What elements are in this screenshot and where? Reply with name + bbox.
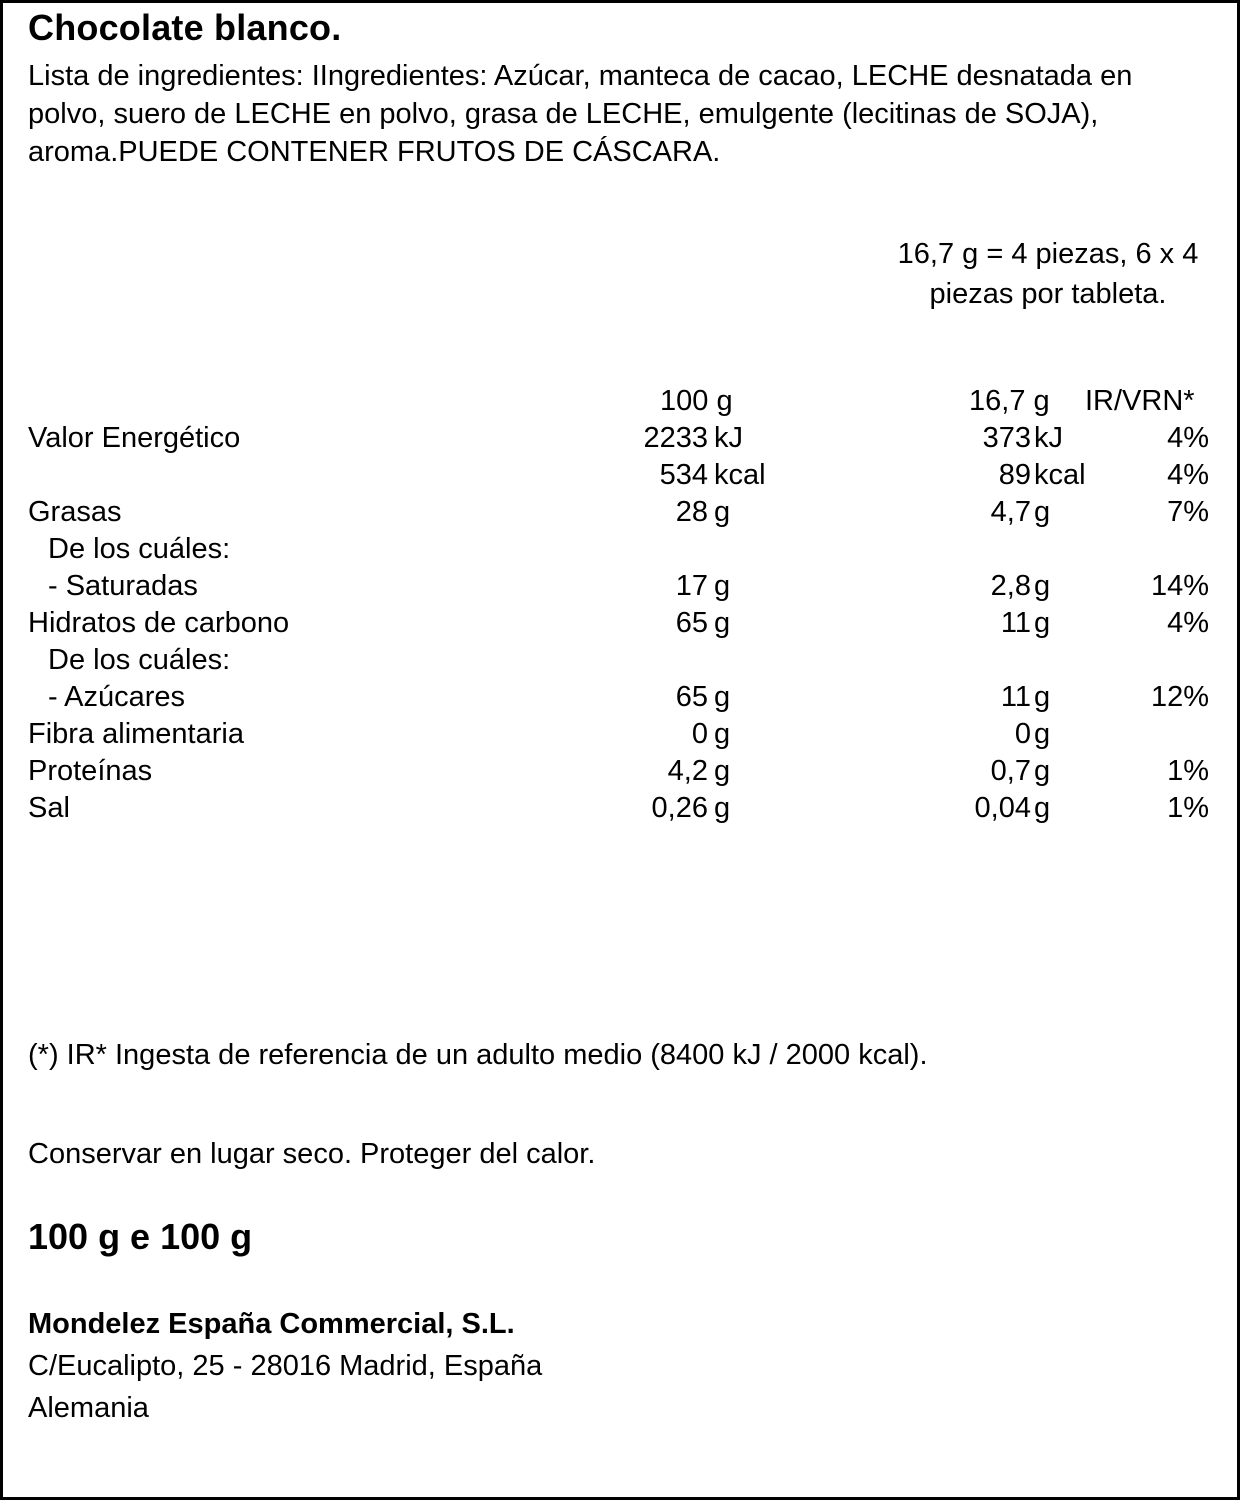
row-label: - Saturadas	[48, 570, 198, 602]
value-serving: 373	[982, 422, 1031, 454]
company-name: Mondelez España Commercial, S.L.	[28, 1308, 515, 1340]
header-per-serving: 16,7 g	[969, 385, 1050, 417]
value-ir: 1%	[1167, 755, 1209, 787]
unit-100g: g	[714, 496, 731, 528]
unit-serving: g	[1034, 718, 1051, 750]
net-weight: 100 g e 100 g	[28, 1216, 253, 1257]
row-label: - Azúcares	[48, 681, 185, 713]
value-serving: 2,8	[990, 570, 1031, 602]
value-100g: 28	[675, 496, 708, 528]
unit-serving: g	[1034, 792, 1051, 824]
unit-100g: g	[714, 570, 731, 602]
row-label: Proteínas	[28, 755, 153, 787]
value-ir: 4%	[1167, 422, 1209, 454]
row-label: Grasas	[28, 496, 122, 528]
value-100g: 65	[675, 607, 708, 639]
unit-100g: g	[714, 681, 731, 713]
value-serving: 11	[1000, 681, 1031, 713]
header-per-100g: 100 g	[660, 385, 733, 417]
value-serving: 89	[998, 459, 1031, 491]
value-ir: 14%	[1150, 570, 1209, 602]
unit-100g: g	[714, 792, 731, 824]
value-100g: 65	[675, 681, 708, 713]
serving-info	[863, 234, 1233, 314]
unit-100g: g	[714, 718, 731, 750]
value-ir: 12%	[1150, 681, 1209, 713]
unit-serving: g	[1034, 755, 1051, 787]
value-100g: 17	[675, 570, 708, 602]
row-label: De los cuáles:	[48, 644, 231, 676]
value-ir: 4%	[1167, 607, 1209, 639]
value-ir: 7%	[1167, 496, 1209, 528]
unit-serving: kcal	[1034, 459, 1086, 491]
header-ir: IR/VRN*	[1085, 385, 1195, 417]
company-address: C/Eucalipto, 25 - 28016 Madrid, España	[28, 1350, 543, 1382]
row-label: Valor Energético	[28, 422, 241, 454]
ingredients-list: Lista de ingredientes: IIngredientes: Azúcar, manteca de cacao, LECHE desnatada en polvo, suero de LECHE en polvo, grasa de LECHE, emulgente (lecitinas de SOJA), aroma.PUEDE CONTENER FRUTOS DE CÁSCARA.	[28, 60, 1133, 168]
unit-100g: g	[714, 607, 731, 639]
unit-serving: g	[1034, 570, 1051, 602]
unit-100g: g	[714, 755, 731, 787]
row-label: De los cuáles:	[48, 533, 231, 565]
value-serving: 0	[1014, 718, 1031, 750]
storage-instructions: Conservar en lugar seco. Proteger del calor.	[28, 1138, 596, 1170]
country-of-origin: Alemania	[28, 1392, 149, 1424]
value-100g: 4,2	[667, 755, 708, 787]
row-label: Hidratos de carbono	[28, 607, 290, 639]
serving-line-1: 16,7 g = 4 piezas, 6 x 4	[897, 238, 1199, 270]
value-serving: 4,7	[990, 496, 1031, 528]
serving-line-2: piezas por tableta.	[929, 278, 1167, 310]
value-100g: 2233	[643, 422, 708, 454]
ir-footnote: (*) IR* Ingesta de referencia de un adulto medio (8400 kJ / 2000 kcal).	[28, 1039, 928, 1071]
value-serving: 0,7	[990, 755, 1031, 787]
value-100g: 534	[659, 459, 708, 491]
value-ir: 4%	[1167, 459, 1209, 491]
unit-serving: g	[1034, 607, 1051, 639]
value-serving: 11	[1000, 607, 1031, 639]
value-100g: 0	[691, 718, 708, 750]
row-label: Sal	[28, 792, 70, 824]
product-title: Chocolate blanco.	[28, 7, 342, 48]
unit-serving: g	[1034, 496, 1051, 528]
value-100g: 0,26	[651, 792, 708, 824]
unit-serving: kJ	[1034, 422, 1063, 454]
row-label: Fibra alimentaria	[28, 718, 244, 750]
unit-100g: kcal	[714, 459, 766, 491]
unit-serving: g	[1034, 681, 1051, 713]
unit-100g: kJ	[714, 422, 743, 454]
value-ir: 1%	[1167, 792, 1209, 824]
value-serving: 0,04	[974, 792, 1031, 824]
